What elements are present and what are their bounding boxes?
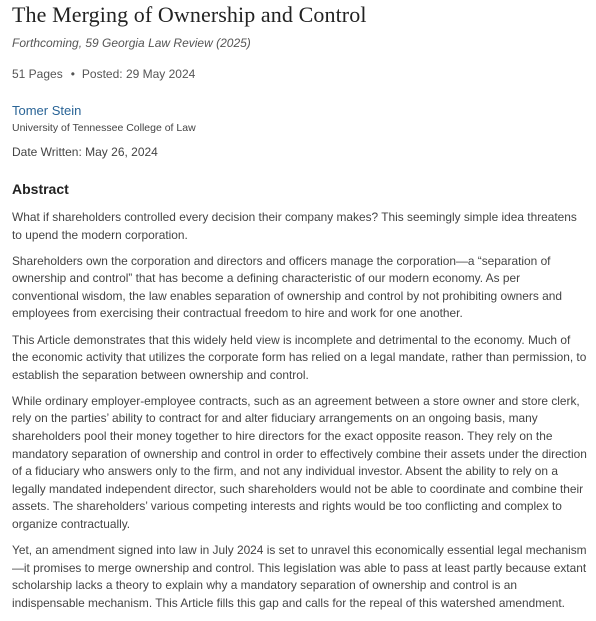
paper-title: The Merging of Ownership and Control: [12, 2, 367, 27]
abstract-paragraph: This Article demonstrates that this widely held view is incomplete and detrimental to the economy. Much of the economic activity that utilizes the corporate form has relied on a legal mandate, rather than permission, to establish the separation between ownership and control.: [12, 332, 587, 382]
author-link[interactable]: Tomer Stein: [12, 103, 82, 118]
meta-separator: •: [70, 67, 75, 81]
page-count: 51 Pages: [12, 67, 63, 81]
abstract-paragraph: Yet, an amendment signed into law in July 2024 is set to unravel this economically essential legal mechanism—it promises to merge ownership and control. This legislation was able to pass at least partly because extant scholarship lacks a theory to explain why a mandatory separation of ownership and control is an indispensable mechanism. This Article fills this gap and calls for the repeal of this watershed amendment.: [12, 543, 587, 610]
paper-meta: [12, 67, 195, 81]
date-written: Date Written: May 26, 2024: [12, 145, 158, 159]
abstract-paragraph: While ordinary employer-employee contracts, such as an agreement between a store owner and store clerk, rely on the parties’ ability to contract for and alter fiduciary arrangements on an ongoing basis, many shareholders pool their money together to hire directors for the exact opposite reason. They rely on the mandatory separation of ownership and control in order to effectively combine their assets under the direction of a fiduciary who answers only to the firm, and not any individual investor. Absent the ability to rely on a legally mandated independent director, such shareholders would not be able to coordinate and combine their assets. The shareholders’ various competing interests and rights would be too conflicting and complex to organize contractually.: [12, 393, 587, 531]
abstract-body: [12, 209, 590, 621]
abstract-paragraph: What if shareholders controlled every decision their company makes? This seemingly simple idea threatens to upend the modern corporation.: [12, 210, 577, 242]
abstract-paragraph: Shareholders own the corporation and directors and officers manage the corporation—a “separation of ownership and control” that has become a defining characteristic of our modern economy. As per conventional wisdom, the law enables separation of ownership and control by not prohibiting owners and employees from exercising their contractual freedom to hire and work for one another.: [12, 253, 562, 321]
author-affiliation: University of Tennessee College of Law: [12, 122, 196, 134]
paper-citation: Forthcoming, 59 Georgia Law Review (2025): [12, 36, 251, 50]
posted-date: Posted: 29 May 2024: [81, 67, 196, 81]
abstract-heading: Abstract: [12, 181, 69, 197]
